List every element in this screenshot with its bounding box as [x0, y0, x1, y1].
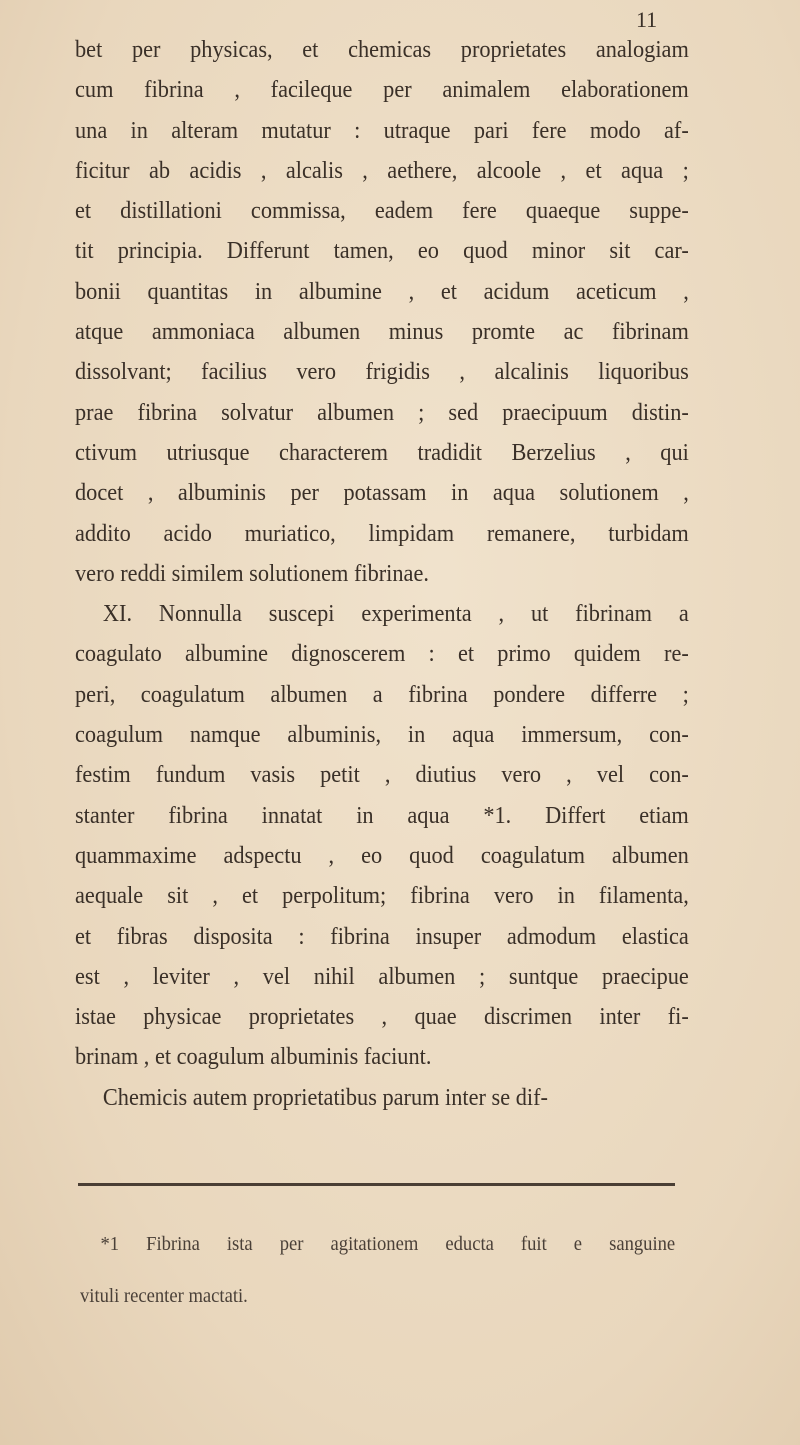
text-line: XI. Nonnulla suscepi experimenta , ut fibrinam a	[102, 601, 689, 628]
text-line: et distillationi commissa, eadem fere quaeque suppe-	[75, 198, 689, 225]
text-line: festim fundum vasis petit , diutius vero , vel con-	[75, 762, 689, 789]
text-line: et fibras disposita : fibrina insuper admodum elastica	[75, 923, 689, 950]
text-line: quammaxime adspectu , eo quod coagulatum albumen	[75, 842, 689, 869]
footnote	[80, 1222, 680, 1326]
text-line: Chemicis autem proprietatibus parum inter se dif-	[102, 1084, 548, 1111]
text-line: docet , albuminis per potassam in aqua solutionem ,	[75, 480, 689, 507]
footnote-line: *1 Fibrina ista per agitationem educta fuit e sanguine	[100, 1233, 676, 1255]
text-line: atque ammoniaca albumen minus promte ac fibrinam	[75, 319, 689, 346]
text-line: vero reddi similem solutionem fibrinae.	[75, 560, 429, 587]
text-line: ctivum utriusque characterem tradidit Berzelius , qui	[75, 439, 689, 466]
text-line: prae fibrina solvatur albumen ; sed praecipuum distin-	[75, 399, 689, 426]
body-text	[75, 30, 690, 1118]
text-line: aequale sit , et perpolitum; fibrina vero in filamenta,	[75, 883, 689, 910]
text-line: bet per physicas, et chemicas proprietates analogiam	[75, 37, 689, 63]
text-line: ficitur ab acidis , alcalis , aethere, alcoole , et aqua ;	[75, 157, 689, 184]
text-line: bonii quantitas in albumine , et acidum aceticum ,	[75, 278, 689, 305]
text-line: coagulum namque albuminis, in aqua immersum, con-	[75, 722, 689, 749]
text-line: cum fibrina , facileque per animalem elaborationem	[75, 77, 689, 104]
text-line: una in alteram mutatur : utraque pari fere modo af-	[75, 117, 689, 144]
text-line: addito acido muriatico, limpidam remanere, turbidam	[75, 520, 689, 547]
text-line: istae physicae proprietates , quae discrimen inter fi-	[75, 1004, 689, 1031]
text-line: peri, coagulatum albumen a fibrina pondere differre ;	[75, 681, 689, 708]
text-line: tit principia. Differunt tamen, eo quod minor sit car-	[75, 238, 689, 265]
text-line: dissolvant; facilius vero frigidis , alcalinis liquoribus	[75, 359, 689, 386]
page-number: 11	[636, 7, 658, 32]
footnote-line: vituli recenter mactati.	[80, 1285, 248, 1307]
text-line: brinam , et coagulum albuminis faciunt.	[75, 1044, 432, 1071]
text-line: coagulato albumine dignoscerem : et primo quidem re-	[75, 641, 689, 668]
text-line: stanter fibrina innatat in aqua *1. Differt etiam	[75, 802, 689, 829]
footnote-divider	[78, 1183, 675, 1186]
text-line: est , leviter , vel nihil albumen ; suntque praecipue	[75, 963, 689, 990]
